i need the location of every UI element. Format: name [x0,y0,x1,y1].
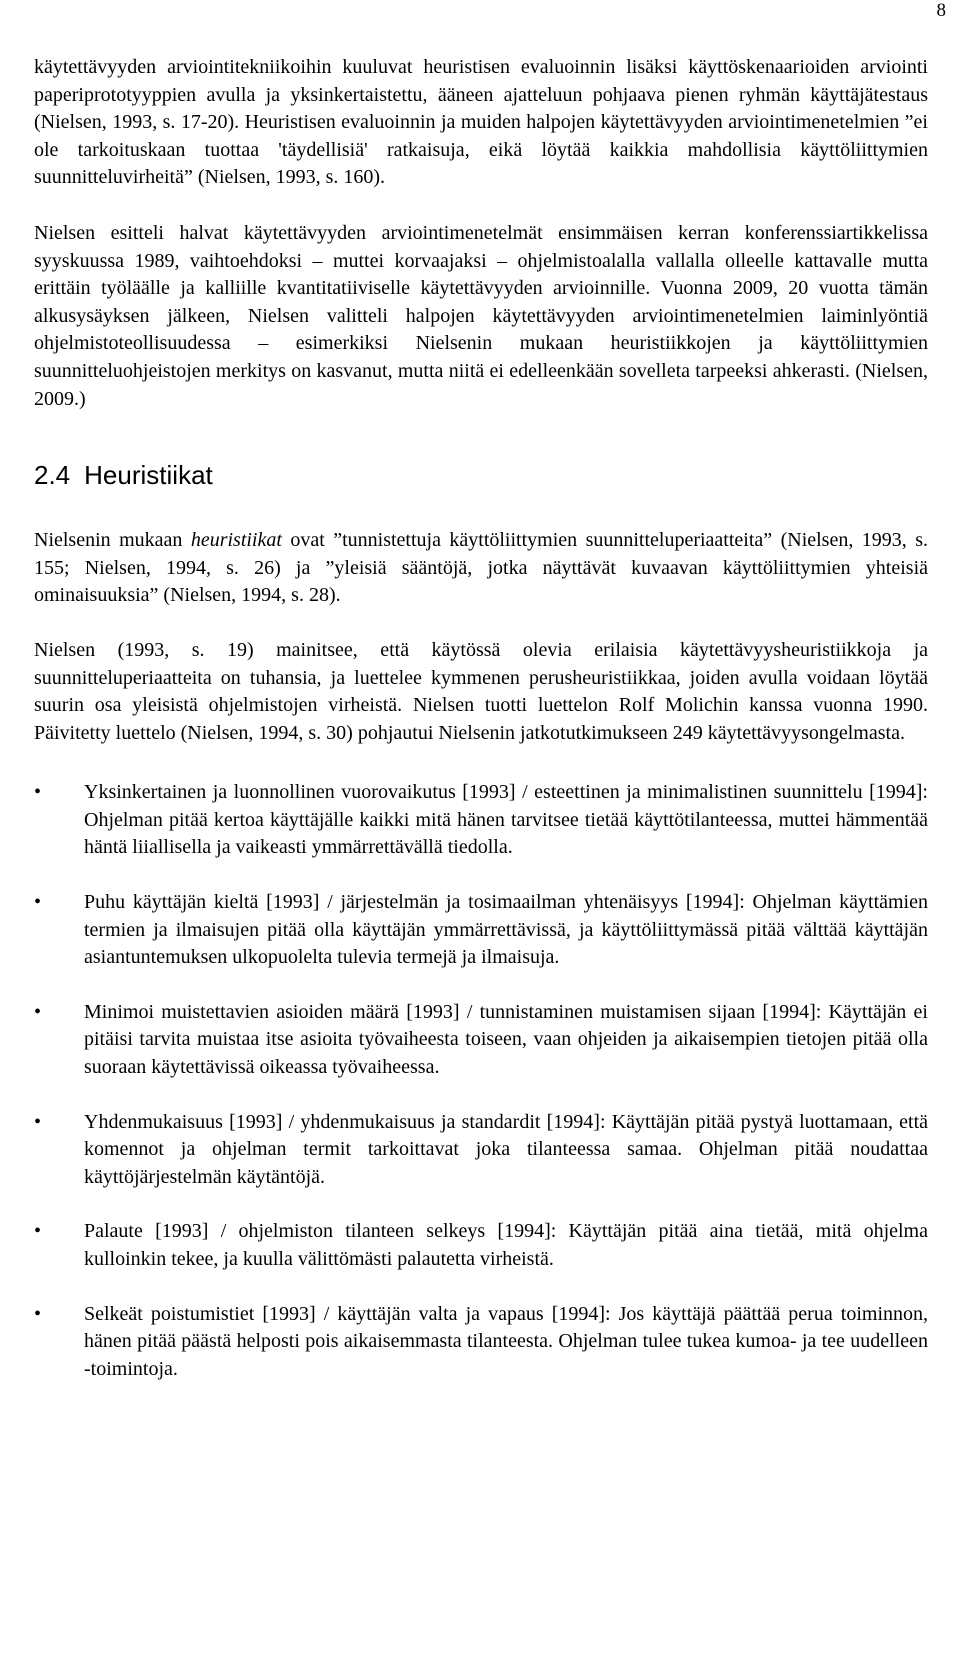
bullet-icon: • [34,1000,42,1023]
list-item [34,1109,928,1192]
section-heading [34,459,928,491]
paragraph-evaluation-methods: käytettävyyden arviointitekniikoihin kuuluvat heuristisen evaluoinnin lisäksi käyttöskenaarioiden arviointi paperiprototyyppien avulla ja yksinkertaistettu, ääneen ajatteluun pohjaava pienen ryhmän käyttäjätestaus (Nielsen, 1993, s. 17-20). Heuristisen evaluoinnin ja muiden halpojen käytettävyyden arviointimenetelmien ”ei ole tarkoituskaan tuottaa 'täydellisiä' ratkaisuja, eikä löytää kaikkia mahdollisia käyttöliittymien suunnitteluvirheitä” (Nielsen, 1993, s. 160). [34,56,928,189]
definition-term: heuristiikat [190,529,282,552]
paragraph-nielsen-history: Nielsen esitteli halvat käytettävyyden arviointimenetelmät ensimmäisen kerran konferenssiartikkelissa syyskuussa 1989, vaihtoehdoksi – muttei korvaajaksi – ohjelmistoalalla vallalla olleelle kattavalle mutta erittäin työläälle ja kalliille kvantitatiiviselle käytettävyyden arvioinnille. Vuonna 2009, 20 vuotta tämän alkusysäyksen jälkeen, Nielsen valitteli halpojen käytettävyyden arviointimenetelmien laiminlyöntiä ohjelmistoteollisuudessa – esimerkiksi Nielsenin mukaan heuristiikkojen ja käyttöliittymien suunnitteluohjeistojen merkitys on kasvanut, mutta niitä ei edelleenkään sovelleta tarpeeksi ahkerasti. (Nielsen, 2009.) [34,221,928,410]
paragraph-heuristics-intro: Nielsen (1993, s. 19) mainitsee, että käytössä olevia erilaisia käytettävyysheuristiikkoja ja suunnitteluperiaatteita on tuhansia, ja luettelee kymmenen perusheuristiikkaa, joiden avulla voidaan löytää suurin osa yleisistä ohjelmistojen virheistä. Nielsen tuotti luettelon Rolf Molichin kanssa vuonna 1990. Päivitetty luettelo (Nielsen, 1994, s. 30) pohjautui Nielsenin jatkotutkimukseen 249 käytettävyysongelmasta. [34,638,928,744]
list-item-text: Palaute [1993] / ohjelmiston tilanteen selkeys [1994]: Käyttäjän pitää aina tietää, mitä ohjelma kulloinkin tekee, ja kuulla välittömästi palautetta virheistä. [84,1220,928,1270]
list-item-text: Yhdenmukaisuus [1993] / yhdenmukaisuus ja standardit [1994]: Käyttäjän pitää pystyä luottamaan, että komennot ja ohjelman termit tarkoittavat joka tilanteessa samaa. Ohjelman pitää noudattaa käyttöjärjestelmän käytäntöjä. [84,1110,928,1188]
list-item [34,1301,928,1384]
list-item [34,999,928,1082]
definition-rest: ovat ”tunnistettuja käyttöliittymien suunnitteluperiaatteita” (Nielsen, 1993, s. 155; Nielsen, 1994, s. 26) ja ”yleisiä sääntöjä, jotka näyttävät kuvaavan käyttöliittymien yhteisiä ominaisuuksia” (Nielsen, 1994, s. 28). [34,529,928,607]
list-item [34,779,928,862]
list-item-text: Puhu käyttäjän kieltä [1993] / järjestelmän ja tosimaailman yhtenäisyys [1994]: Ohjelman käyttämien termien ja ilmaisujen pitää olla käyttäjän ymmärrettävissä, ja käyttöliittymässä pitää välttää käyttäjän asiantuntemuksen ulkopuolelta tulevia termejä ja ilmaisuja. [84,891,928,969]
definition-lead: Nielsenin mukaan [34,529,191,552]
list-item [34,889,928,972]
section-title: Heuristiikat [84,460,213,491]
bullet-icon: • [34,781,42,804]
bullet-icon: • [34,1302,42,1325]
section-number: 2.4 [34,460,71,491]
heuristics-list [34,779,928,1383]
paragraph-heuristics-definition [34,527,928,610]
bullet-icon: • [34,1110,42,1133]
list-item-text: Selkeät poistumistiet [1993] / käyttäjän valta ja vapaus [1994]: Jos käyttäjä päättää perua toiminnon, hänen pitää päästä helposti pois aikaisemmasta tilanteesta. Ohjelman tulee tukea kumoa- ja tee uudelleen -toimintoja. [84,1302,928,1380]
page-number: 8 [936,0,946,21]
bullet-icon: • [34,891,42,914]
document-body [34,54,928,1410]
list-item-text: Yksinkertainen ja luonnollinen vuorovaikutus [1993] / esteettinen ja minimalistinen suunnittelu [1994]: Ohjelman pitää kertoa käyttäjälle kaikki mitä hänen tarvitsee tietää käyttötilanteessa, muttei hämmentää häntä liiallisella ja vaikeasti ymmärrettävällä tiedolla. [84,781,928,859]
list-item [34,1218,928,1273]
list-item-text: Minimoi muistettavien asioiden määrä [1993] / tunnistaminen muistamisen sijaan [1994]: Käyttäjän ei pitäisi tarvita muistaa itse asioita työvaiheesta toiseen, vaan ohjeiden ja aikaisempien tietojen pitää olla suoraan käytettävissä oikeassa työvaiheessa. [84,1000,928,1079]
bullet-icon: • [34,1220,42,1243]
